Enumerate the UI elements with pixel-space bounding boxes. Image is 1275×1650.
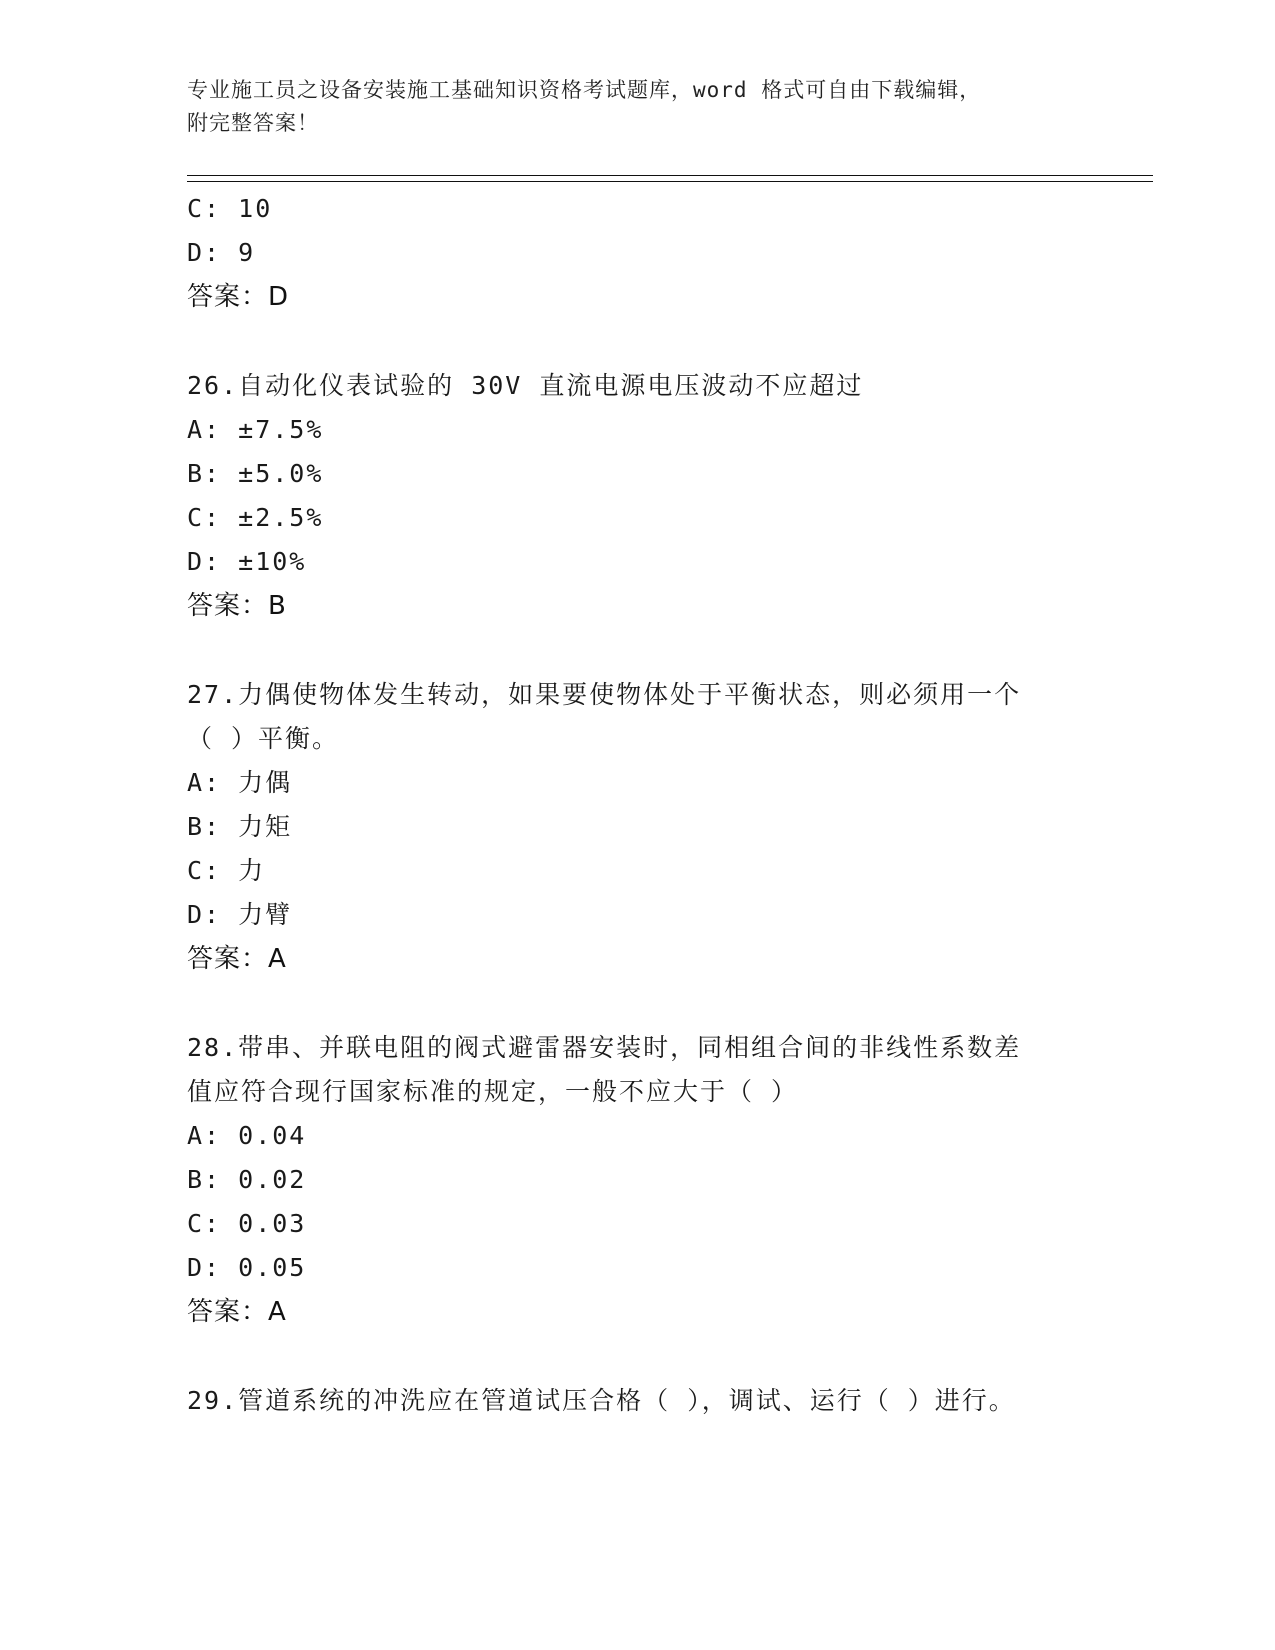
q27-option-c: C: 力	[187, 856, 266, 885]
q27-option-a: A: 力偶	[187, 768, 293, 797]
q27-answer: 答案：A	[187, 944, 287, 974]
q27-option-d: D: 力臂	[187, 900, 293, 929]
prev-answer: 答案：D	[187, 282, 290, 312]
q27-stem-line-2: （ ）平衡。	[187, 724, 340, 753]
q29-stem: 29.管道系统的冲洗应在管道试压合格（ ），调试、运行（ ）进行。	[187, 1386, 1016, 1415]
document-header	[187, 74, 1087, 140]
q26-answer: 答案：B	[187, 591, 287, 621]
q26-option-c: C: ±2.5%	[187, 503, 324, 532]
q26-option-b: B: ±5.0%	[187, 459, 324, 488]
header-divider-bottom	[187, 181, 1153, 182]
q27-option-b: B: 力矩	[187, 812, 293, 841]
q28-option-c: C: 0.03	[187, 1209, 307, 1238]
q28-stem-line-1: 28.带串、并联电阻的阀式避雷器安装时，同相组合间的非线性系数差	[187, 1033, 1022, 1062]
q27-stem-line-1: 27.力偶使物体发生转动，如果要使物体处于平衡状态，则必须用一个	[187, 680, 1022, 709]
q28-option-b: B: 0.02	[187, 1165, 307, 1194]
prev-option-c: C: 10	[187, 194, 273, 223]
header-line-2: 附完整答案！	[187, 111, 319, 135]
q26-option-a: A: ±7.5%	[187, 415, 324, 444]
q28-option-d: D: 0.05	[187, 1253, 307, 1282]
q26-stem: 26.自动化仪表试验的 30V 直流电源电压波动不应超过	[187, 371, 864, 400]
q28-option-a: A: 0.04	[187, 1121, 307, 1150]
header-line-1: 专业施工员之设备安装施工基础知识资格考试题库，word 格式可自由下载编辑，	[187, 78, 982, 102]
q28-stem-line-2: 值应符合现行国家标准的规定，一般不应大于（ ）	[187, 1077, 799, 1106]
q28-answer: 答案：A	[187, 1297, 287, 1327]
q26-option-d: D: ±10%	[187, 547, 307, 576]
header-divider-top	[187, 175, 1153, 176]
prev-option-d: D: 9	[187, 238, 256, 267]
